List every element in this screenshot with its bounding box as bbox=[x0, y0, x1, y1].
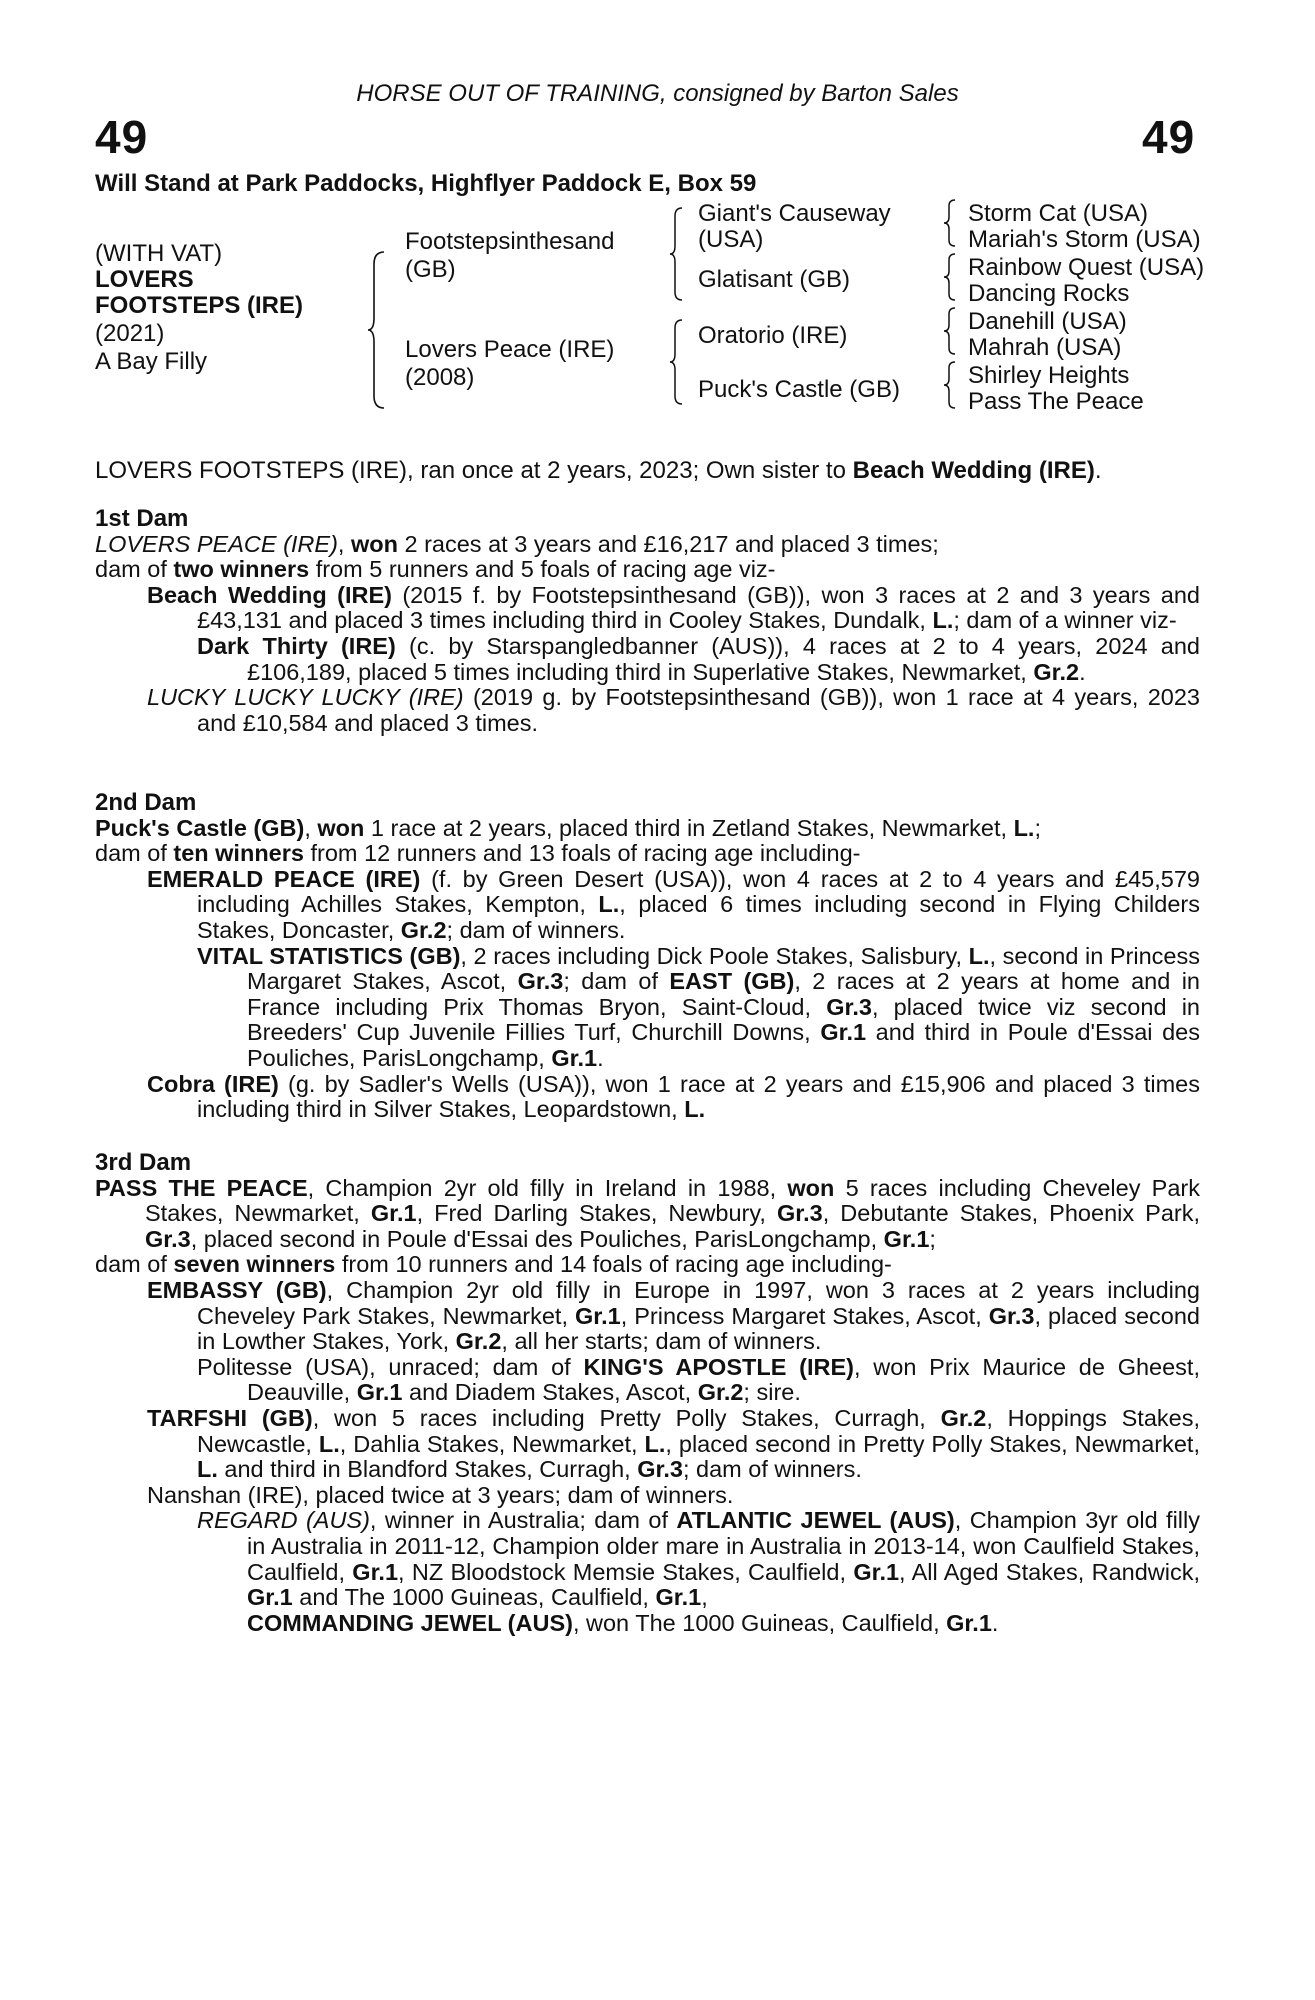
sire-name-line2: (GB) bbox=[405, 256, 456, 283]
third-dam-grand-produce-2: REGARD (AUS), winner in Australia; dam of ATLANTIC JEWEL (AUS), Champion 3yr old filly in Australia in 2011-12, Champion older mare in Australia in 2013-14, won Caulfield Stakes, Caulfield, Gr.1, NZ Bloodstock Memsie Stakes, Caulfield, Gr.1, All Aged Stakes, Randwick, Gr.1 and The 1000 Guineas, Caulfield, Gr.1, COMMANDING JEWEL (AUS), won The 1000 Guineas, Caulfield, Gr.1. bbox=[197, 1507, 1201, 1636]
catalogue-header: HORSE OUT OF TRAINING, consigned by Barton Sales bbox=[356, 80, 959, 107]
first-dam-produce-summary: dam of two winners from 5 runners and 5 foals of racing age viz- bbox=[95, 556, 776, 583]
first-dam-section bbox=[95, 506, 1200, 736]
pedigree-brace-dam bbox=[670, 318, 686, 406]
horse-name-line2: FOOTSTEPS (IRE) bbox=[95, 292, 304, 319]
ggp-brace-3 bbox=[944, 306, 958, 356]
grandsire-paternal-line1: Giant's Causeway bbox=[698, 200, 891, 227]
third-dam-heading: 3rd Dam bbox=[95, 1149, 192, 1176]
horse-name-line1: LOVERS bbox=[95, 266, 194, 293]
first-dam-record: LOVERS PEACE (IRE), won 2 races at 3 years and £16,217 and placed 3 times; bbox=[95, 530, 939, 557]
summary-line: LOVERS FOOTSTEPS (IRE), ran once at 2 years, 2023; Own sister to Beach Wedding (IRE). bbox=[95, 457, 1102, 484]
second-dam-produce-summary: dam of ten winners from 12 runners and 13 foals of racing age including- bbox=[95, 840, 861, 867]
third-dam-produce-3: Nanshan (IRE), placed twice at 3 years; dam of winners. bbox=[147, 1481, 734, 1508]
horse-description: A Bay Filly bbox=[95, 348, 208, 375]
ggp-7: Shirley Heights bbox=[968, 362, 1130, 389]
lot-number-right: 49 bbox=[1142, 111, 1196, 163]
third-dam-produce-2: TARFSHI (GB), won 5 races including Pretty Polly Stakes, Curragh, Gr.2, Hoppings Stakes, Newcastle, L., Dahlia Stakes, Newmarket, L., placed second in Pretty Polly Stakes, Newmarket, L. and third in Blandford Stakes, Curragh, Gr.3; dam of winners. bbox=[147, 1404, 1201, 1483]
second-dam-section bbox=[95, 790, 1200, 1123]
first-dam-grand-produce-1: Dark Thirty (IRE) (c. by Starspangledbanner (AUS)), 4 races at 2 to 4 years, 2024 and £106,189, placed 5 times including third in Superlative Stakes, Newmarket, Gr.2. bbox=[197, 632, 1200, 685]
horse-vat: (WITH VAT) bbox=[95, 240, 223, 267]
ggp-1: Storm Cat (USA) bbox=[968, 200, 1149, 227]
first-dam-produce-2: LUCKY LUCKY LUCKY (IRE) (2019 g. by Footstepsinthesand (GB)), won 1 race at 4 years, 2023 and £10,584 and placed 3 times. bbox=[147, 684, 1200, 736]
ggp-brace-1 bbox=[944, 198, 958, 248]
ggp-3: Rainbow Quest (USA) bbox=[968, 254, 1205, 281]
third-dam-produce-summary: dam of seven winners from 10 runners and 14 foals of racing age including- bbox=[95, 1251, 892, 1278]
second-dam-produce-2: Cobra (IRE) (g. by Sadler's Wells (USA)), won 1 race at 2 years and £15,906 and placed 3 times including third in Silver Stakes, Leopardstown, L. bbox=[147, 1070, 1200, 1123]
ggp-8: Pass The Peace bbox=[968, 388, 1144, 415]
third-dam-grand-produce-1: Politesse (USA), unraced; dam of KING'S APOSTLE (IRE), won Prix Maurice de Gheest, Deauville, Gr.1 and Diadem Stakes, Ascot, Gr.2; sire. bbox=[197, 1353, 1200, 1406]
first-dam-heading: 1st Dam bbox=[95, 505, 189, 532]
third-dam-record: PASS THE PEACE, Champion 2yr old filly in Ireland in 1988, won 5 races including Cheveley Park Stakes, Newmarket, Gr.1, Fred Darling Stakes, Newbury, Gr.3, Debutante Stakes, Phoenix Park, Gr.3, placed second in Poule d'Essai des Pouliches, ParisLongchamp, Gr.1; bbox=[95, 1174, 1200, 1252]
pedigree-brace-main bbox=[368, 250, 388, 410]
grandsire-maternal: Oratorio (IRE) bbox=[698, 322, 848, 349]
ggp-5: Danehill (USA) bbox=[968, 308, 1127, 335]
dam-name-line1: Lovers Peace (IRE) bbox=[405, 336, 615, 363]
horse-year: (2021) bbox=[95, 320, 165, 347]
second-dam-record: Puck's Castle (GB), won 1 race at 2 years, placed third in Zetland Stakes, Newmarket, L.; bbox=[95, 814, 1041, 841]
dam-name-line2: (2008) bbox=[405, 364, 475, 391]
ggp-4: Dancing Rocks bbox=[968, 280, 1130, 307]
second-dam-grand-produce-1: VITAL STATISTICS (GB), 2 races including Dick Poole Stakes, Salisbury, L., second in Princess Margaret Stakes, Ascot, Gr.3; dam of EAST (GB), 2 races at 2 years at home and in France including Prix Thomas Bryon, Saint-Cloud, Gr.3, placed twice viz second in Breeders' Cup Juvenile Fillies Turf, Churchill Downs, Gr.1 and third in Poule d'Essai des Pouliches, ParisLongchamp, Gr.1. bbox=[197, 942, 1201, 1071]
granddam-maternal: Puck's Castle (GB) bbox=[698, 376, 900, 403]
ggp-brace-4 bbox=[944, 360, 958, 410]
lot-number-left: 49 bbox=[95, 111, 149, 163]
granddam-paternal: Glatisant (GB) bbox=[698, 266, 851, 293]
pedigree-brace-sire bbox=[670, 206, 686, 302]
grandsire-paternal-line2: (USA) bbox=[698, 226, 764, 253]
sire-name-line1: Footstepsinthesand bbox=[405, 228, 615, 255]
second-dam-produce-1: EMERALD PEACE (IRE) (f. by Green Desert (USA)), won 4 races at 2 to 4 years and £45,579 including Achilles Stakes, Kempton, L., placed 6 times including second in Flying Childers Stakes, Doncaster, Gr.2; dam of winners. bbox=[147, 865, 1200, 943]
third-dam-section bbox=[95, 1150, 1200, 1636]
third-dam-produce-1: EMBASSY (GB), Champion 2yr old filly in Europe in 1997, won 3 races at 2 years including Cheveley Park Stakes, Newmarket, Gr.1, Princess Margaret Stakes, Ascot, Gr.3, placed second in Lowther Stakes, York, Gr.2, all her starts; dam of winners. bbox=[147, 1276, 1200, 1355]
ggp-2: Mariah's Storm (USA) bbox=[968, 226, 1201, 253]
ggp-6: Mahrah (USA) bbox=[968, 334, 1122, 361]
second-dam-heading: 2nd Dam bbox=[95, 789, 197, 816]
stand-location: Will Stand at Park Paddocks, Highflyer Paddock E, Box 59 bbox=[95, 170, 757, 197]
ggp-brace-2 bbox=[944, 252, 958, 302]
first-dam-produce-1: Beach Wedding (IRE) (2015 f. by Footstepsinthesand (GB)), won 3 races at 2 and 3 years and £43,131 and placed 3 times including third in Cooley Stakes, Dundalk, L.; dam of a winner viz- bbox=[147, 581, 1200, 634]
